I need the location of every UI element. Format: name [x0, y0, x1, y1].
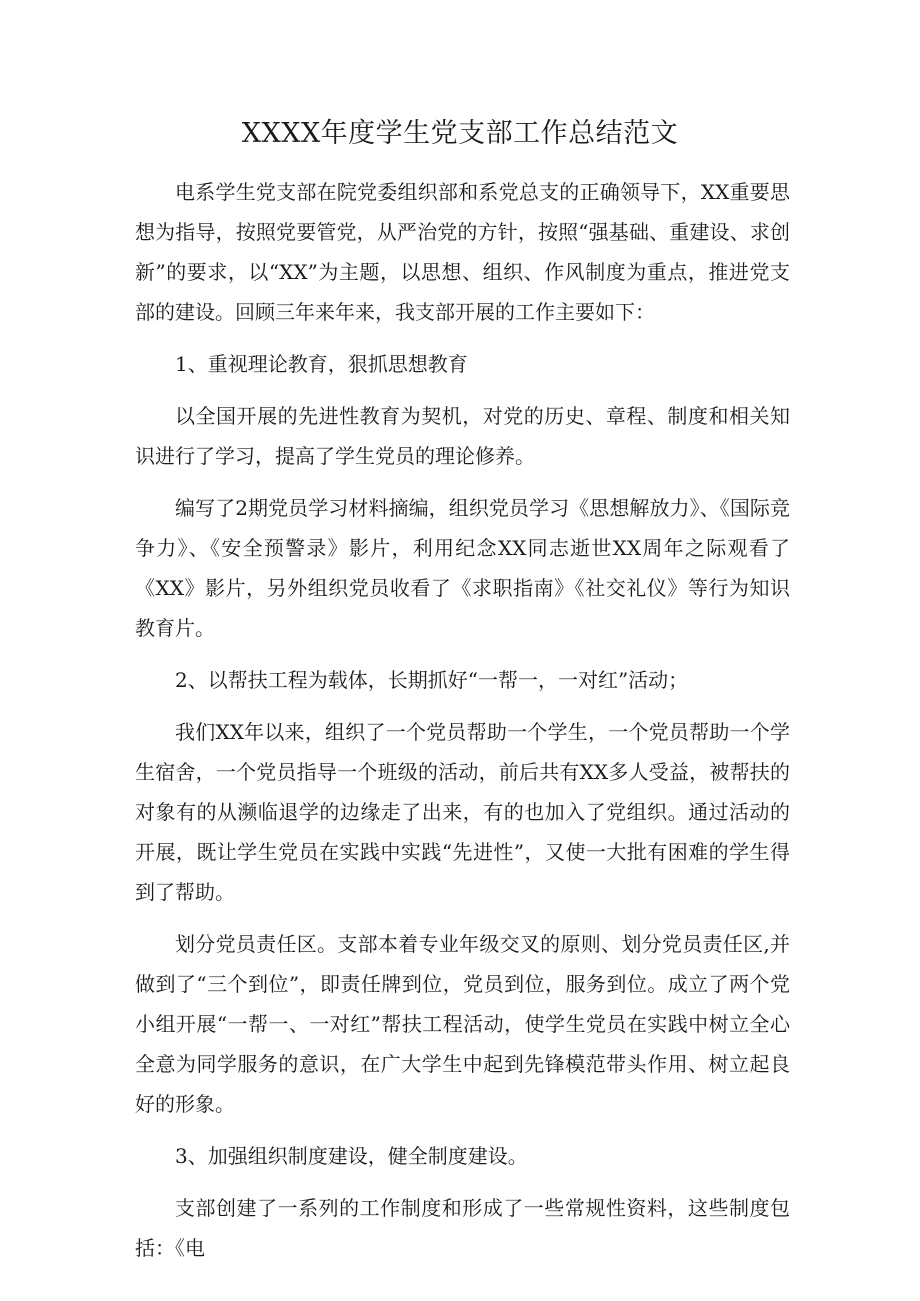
section-heading-3: 3、加强组织制度建设，健全制度建设。 [175, 1144, 528, 1168]
body-paragraph: 划分党员责任区。支部本着专业年级交叉的原则、划分党员责任区,并做到了“三个到位”，即责任牌到位，党员到位，服务到位。成立了两个党小组开展“一帮一、一对红”帮扶工程活动，使学生党员在实践中树立全心全意为同学服务的意识，在广大学生中起到先锋模范带头作用、树立起良好的形象。 [135, 932, 790, 1116]
document-title: XXXX年度学生党支部工作总结范文 [241, 118, 679, 149]
document-body [135, 172, 790, 1268]
section-heading-2: 2、以帮扶工程为载体，长期抓好“一帮一，一对红”活动； [175, 668, 689, 692]
body-paragraph: 编写了2期党员学习材料摘编，组织党员学习《思想解放力》、《国际竞争力》、《安全预警录》影片，利用纪念XX同志逝世XX周年之际观看了《XX》影片，另外组织党员收看了《求职指南》《社交礼仪》等行为知识教育片。 [135, 496, 790, 640]
section-heading-1: 1、重视理论教育，狠抓思想教育 [175, 352, 468, 376]
body-paragraph: 我们XX年以来，组织了一个党员帮助一个学生，一个党员帮助一个学生宿舍，一个党员指导一个班级的活动，前后共有XX多人受益，被帮扶的对象有的从濒临退学的边缘走了出来，有的也加入了党组织。通过活动的开展，既让学生党员在实践中实践“先进性”，又使一大批有困难的学生得到了帮助。 [135, 720, 790, 904]
body-paragraph: 以全国开展的先进性教育为契机，对党的历史、章程、制度和相关知识进行了学习，提高了学生党员的理论修养。 [135, 404, 790, 468]
body-paragraph: 支部创建了一系列的工作制度和形成了一些常规性资料，这些制度包括：《电 [135, 1196, 790, 1260]
intro-paragraph: 电系学生党支部在院党委组织部和系党总支的正确领导下，XX重要思想为指导，按照党要管党，从严治党的方针，按照“强基础、重建设、求创新”的要求，以“XX”为主题，以思想、组织、作风制度为重点，推进党支部的建设。回顾三年来年来，我支部开展的工作主要如下： [135, 180, 790, 324]
